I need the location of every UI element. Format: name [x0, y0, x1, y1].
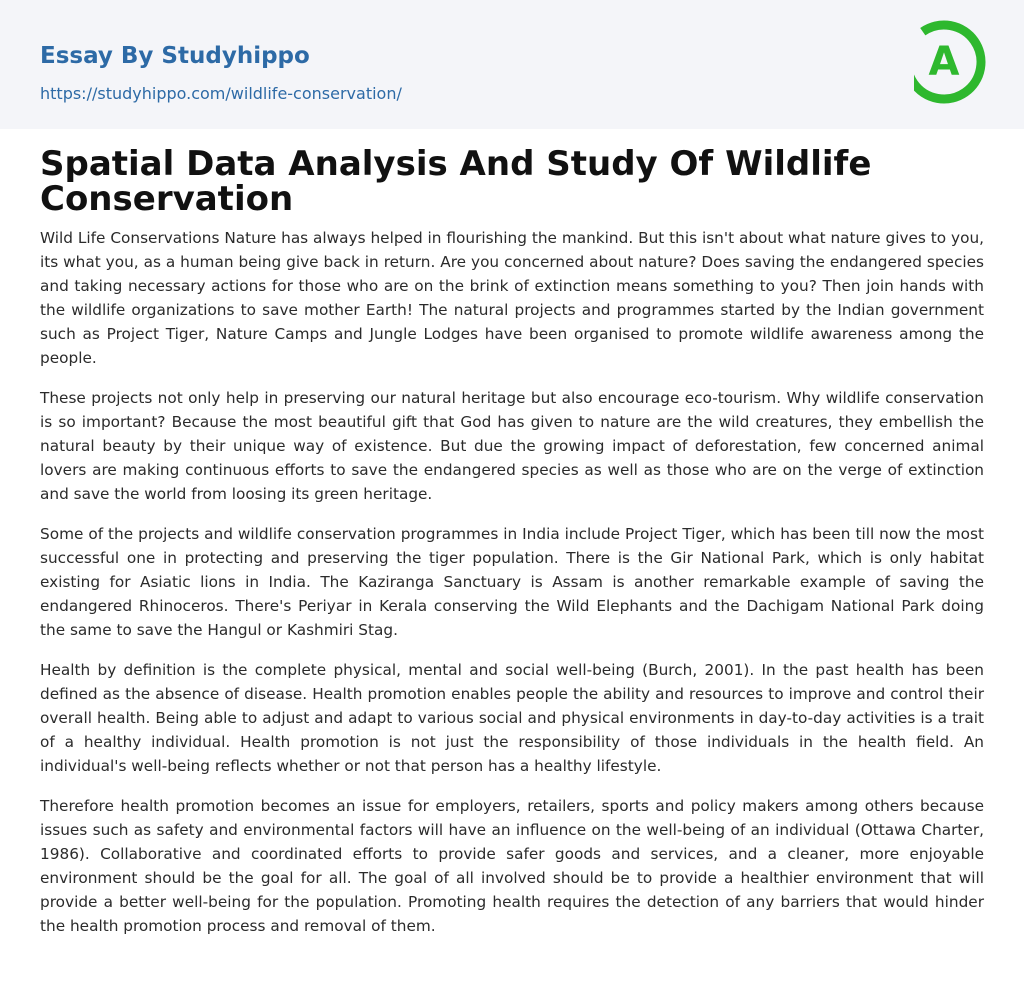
page-title: Spatial Data Analysis And Study Of Wildlife Conservation [40, 144, 872, 219]
site-header [0, 0, 1024, 129]
essay-content [0, 129, 1024, 938]
essay-paragraph: Therefore health promotion becomes an issue for employers, retailers, sports and policy makers among others because issues such as safety and environmental factors will have an influence on the well-being of an individual (Ottawa Charter, 1986). Collaborative and coordinated efforts to provide safer goods and services, and a cleaner, more enjoyable environment should be the goal for all. The goal of all involved should be to provide a healthier environment that will provide a better well-being for the population. Promoting health requires the detection of any barriers that would hinder the health promotion process and removal of them. [40, 797, 984, 935]
essay-paragraph: Health by definition is the complete physical, mental and social well-being (Burch, 2001). In the past health has been defined as the absence of disease. Health promotion enables people the ability and resources to improve and control their overall health. Being able to adjust and adapt to various social and physical environments in day-to-day activities is a trait of a healthy individual. Health promotion is not just the responsibility of those individuals in the health field. An individual's well-being reflects whether or not that person has a healthy lifestyle. [40, 661, 984, 775]
site-logo[interactable] [914, 18, 986, 106]
essay-paragraph: These projects not only help in preserving our natural heritage but also encourage eco-tourism. Why wildlife conservation is so important? Because the most beautiful gift that God has given to nature are the wild creatures, they embellish the natural beauty by their unique way of existence. But due the growing impact of deforestation, few concerned animal lovers are making continuous efforts to save the endangered species as well as those who are on the verge of extinction and save the world from loosing its green heritage. [40, 389, 984, 503]
essay-url-link[interactable]: https://studyhippo.com/wildlife-conservation/ [40, 84, 402, 103]
brand-title: Essay By Studyhippo [40, 43, 310, 69]
logo-letter: A [928, 39, 960, 85]
essay-paragraph: Wild Life Conservations Nature has always helped in flourishing the mankind. But this isn't about what nature gives to you, its what you, as a human being give back in return. Are you concerned about nature? Does saving the endangered species and taking necessary actions for those who are on the brink of extinction means something to you? Then join hands with the wildlife organizations to save mother Earth! The natural projects and programmes started by the Indian government such as Project Tiger, Nature Camps and Jungle Lodges have been organised to promote wildlife awareness among the people. [40, 229, 984, 367]
essay-paragraph: Some of the projects and wildlife conservation programmes in India include Project Tiger, which has been till now the most successful one in protecting and preserving the tiger population. There is the Gir National Park, which is only habitat existing for Asiatic lions in India. The Kaziranga Sanctuary is Assam is another remarkable example of saving the endangered Rhinoceros. There's Periyar in Kerala conserving the Wild Elephants and the Dachigam National Park doing the same to save the Hangul or Kashmiri Stag. [40, 525, 984, 639]
